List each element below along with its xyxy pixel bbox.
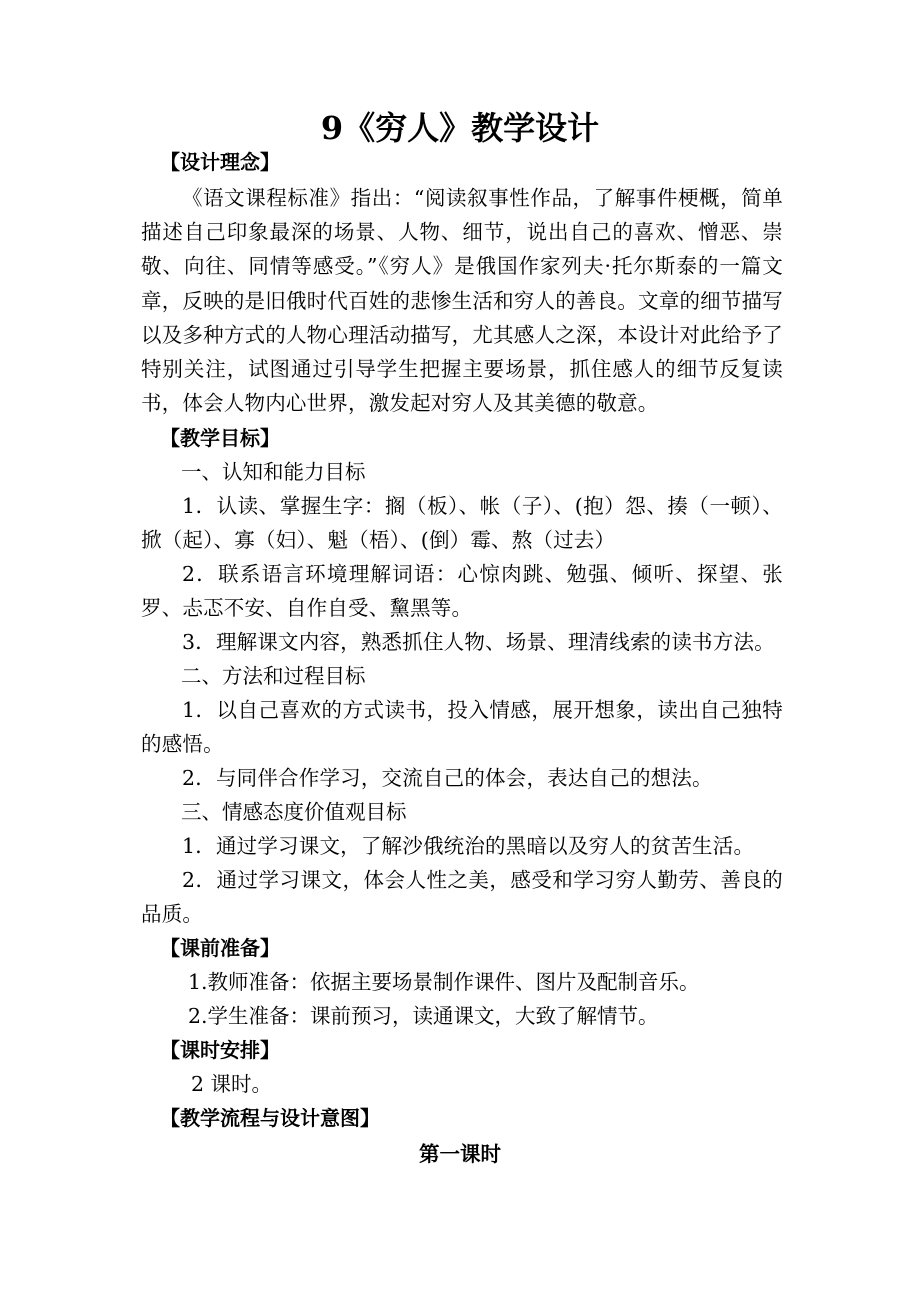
preparation-heading: 【课前准备】 <box>160 936 280 960</box>
goal-section-3-item-2: 2．通过学习课文，体会人性之美，感受和学习穷人勤劳、善良的品质。 <box>141 868 783 927</box>
preparation-student: 2.学生准备：课前预习，读通课文，大致了解情节。 <box>188 1004 659 1028</box>
design-concept-paragraph: 《语文课程标准》指出：“阅读叙事性作品，了解事件梗概，简单描述自己印象最深的场景、人物、细节，说出自己的喜欢、憎恶、崇敬、向往、同情等感受。”《穷人》是俄国作家列夫·托尔斯泰的一篇文章，反映的是旧俄时代百姓的悲惨生活和穷人的善良。文章的细节描写以及多种方式的人物心理活动描写，尤其感人之深，本设计对此给予了特别关注，试图通过引导学生把握主要场景，抓住感人的细节反复读书，体会人物内心世界，激发起对穷人及其美德的敬意。 <box>141 186 783 416</box>
document-title: 9《穷人》教学设计 <box>320 109 600 147</box>
goal-section-1-item-3: 3．理解课文内容，熟悉抓住人物、场景、理清线索的读书方法。 <box>182 630 775 654</box>
preparation-teacher: 1.教师准备：依据主要场景制作课件、图片及配制音乐。 <box>188 970 700 994</box>
process-heading: 【教学流程与设计意图】 <box>160 1106 380 1130</box>
schedule-heading: 【课时安排】 <box>160 1038 280 1062</box>
teaching-goals-heading: 【教学目标】 <box>160 426 280 450</box>
design-concept-heading: 【设计理念】 <box>160 150 280 174</box>
goal-section-2-item-2: 2．与同伴合作学习，交流自己的体会，表达自己的想法。 <box>182 766 713 790</box>
goal-section-1-title: 一、认知和能力目标 <box>181 460 366 484</box>
goal-section-2-item-1: 1．以自己喜欢的方式读书，投入情感，展开想象，读出自己独特的感悟。 <box>141 698 783 757</box>
goal-section-2-title: 二、方法和过程目标 <box>181 664 366 688</box>
goal-section-1-item-2: 2．联系语言环境理解词语：心惊肉跳、勉强、倾听、探望、张罗、忐忑不安、自作自受、黧黑等。 <box>141 562 783 621</box>
goal-section-1-item-1: 1．认读、掌握生字：搁（板）、帐（子）、(抱）怨、揍（一顿）、掀（起）、寡（妇）、魁（梧）、(倒）霉、熬（过去） <box>141 494 783 553</box>
schedule-text: 2 课时。 <box>191 1072 273 1096</box>
goal-section-3-title: 三、情感态度价值观目标 <box>181 800 407 824</box>
lesson-1-title: 第一课时 <box>419 1142 501 1166</box>
goal-section-3-item-1: 1．通过学习课文，了解沙俄统治的黑暗以及穷人的贫苦生活。 <box>182 834 755 858</box>
